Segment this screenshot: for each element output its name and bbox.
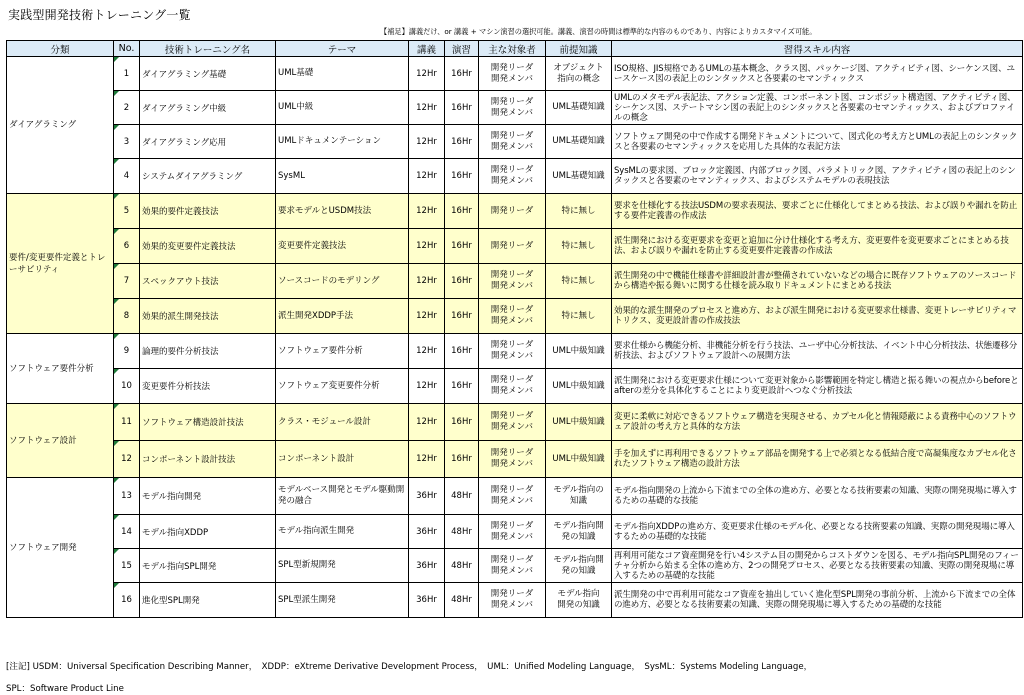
cell-comment-marker-icon bbox=[114, 57, 119, 62]
prerequisite-cell: UML中級知識 bbox=[546, 404, 612, 441]
training-name-cell: ダイアグラミング応用 bbox=[140, 125, 276, 159]
theme-cell: クラス・モジュール設計 bbox=[276, 404, 409, 441]
target-audience-cell: 開発リーダ 開発メンバ bbox=[479, 334, 546, 369]
theme-cell: モデルベース開発とモデル駆動開発の融合 bbox=[276, 478, 409, 515]
prerequisite-cell: 特に無し bbox=[546, 264, 612, 299]
cell-comment-marker-icon bbox=[114, 91, 119, 96]
exercise-hours-cell: 16Hr bbox=[445, 369, 479, 404]
theme-cell: ソースコードのモデリング bbox=[276, 264, 409, 299]
target-audience-cell: 開発リーダ 開発メンバ bbox=[479, 478, 546, 515]
exercise-hours-cell: 16Hr bbox=[445, 194, 479, 229]
exercise-hours-cell: 16Hr bbox=[445, 264, 479, 299]
table-header-row bbox=[7, 41, 1023, 57]
table-row bbox=[7, 441, 1023, 478]
skills-cell: 要求を仕様化する技法USDMの要求表現法、要求ごとに仕様化してまとめる技法、および誤りや漏れを防止する要件定義書の作成法 bbox=[612, 194, 1023, 229]
target-audience-cell: 開発リーダ 開発メンバ bbox=[479, 549, 546, 583]
training-name-cell: システムダイアグラミング bbox=[140, 159, 276, 194]
target-audience-cell: 開発リーダ 開発メンバ bbox=[479, 369, 546, 404]
target-audience-cell: 開発リーダ 開発メンバ bbox=[479, 125, 546, 159]
header-prereq: 前提知識 bbox=[546, 41, 612, 57]
exercise-hours-cell: 16Hr bbox=[445, 57, 479, 91]
cell-comment-marker-icon bbox=[114, 229, 119, 234]
table-row bbox=[7, 264, 1023, 299]
training-name-cell: 効果的派生開発技法 bbox=[140, 299, 276, 334]
target-audience-cell: 開発リーダ 開発メンバ bbox=[479, 299, 546, 334]
cell-comment-marker-icon bbox=[114, 549, 119, 554]
target-audience-cell: 開発リーダ 開発メンバ bbox=[479, 441, 546, 478]
training-table bbox=[6, 40, 1023, 618]
row-number: 3 bbox=[123, 136, 130, 147]
lecture-hours-cell: 12Hr bbox=[409, 299, 445, 334]
theme-cell: SPL型派生開発 bbox=[276, 583, 409, 618]
header-training-name: 技術トレーニング名 bbox=[140, 41, 276, 57]
prerequisite-cell: 特に無し bbox=[546, 194, 612, 229]
lecture-hours-cell: 12Hr bbox=[409, 264, 445, 299]
theme-cell: 要求モデルとUSDM技法 bbox=[276, 194, 409, 229]
no-cell bbox=[114, 478, 140, 515]
target-audience-cell: 開発リーダ 開発メンバ bbox=[479, 57, 546, 91]
lecture-hours-cell: 12Hr bbox=[409, 441, 445, 478]
table-row bbox=[7, 299, 1023, 334]
skills-cell: 要求仕様から機能分析、非機能分析を行う技法、ユーザ中心分析技法、イベント中心分析技法、状態遷移分析技法、およびソフトウェア設計への展開方法 bbox=[612, 334, 1023, 369]
training-name-cell: 効果的変更要件定義技法 bbox=[140, 229, 276, 264]
no-cell bbox=[114, 159, 140, 194]
prerequisite-cell: UML中級知識 bbox=[546, 334, 612, 369]
exercise-hours-cell: 48Hr bbox=[445, 549, 479, 583]
no-cell bbox=[114, 369, 140, 404]
table-row bbox=[7, 369, 1023, 404]
cell-comment-marker-icon bbox=[114, 159, 119, 164]
no-cell bbox=[114, 334, 140, 369]
lecture-hours-cell: 12Hr bbox=[409, 369, 445, 404]
prerequisite-cell: オブジェクト 指向の概念 bbox=[546, 57, 612, 91]
cell-comment-marker-icon bbox=[114, 299, 119, 304]
header-exercise: 演習 bbox=[445, 41, 479, 57]
footnote-spl: SPL：Software Product Line bbox=[6, 684, 124, 694]
skills-cell: SysMLの要求図、ブロック定義図、内部ブロック図、パラメトリック図、アクティビティ図の表記上のシンタックスと各要素のセマンティックス、およびシステムモデルの表現技法 bbox=[612, 159, 1023, 194]
category-cell: ソフトウェア設計 bbox=[7, 404, 114, 478]
target-audience-cell: 開発リーダ bbox=[479, 229, 546, 264]
header-skills: 習得スキル内容 bbox=[612, 41, 1023, 57]
exercise-hours-cell: 16Hr bbox=[445, 91, 479, 125]
cell-comment-marker-icon bbox=[114, 125, 119, 130]
training-name-cell: 効果的要件定義技法 bbox=[140, 194, 276, 229]
theme-cell: SPL型新規開発 bbox=[276, 549, 409, 583]
row-number: 7 bbox=[123, 276, 130, 286]
table-row bbox=[7, 91, 1023, 125]
row-number: 6 bbox=[123, 241, 130, 251]
table-row bbox=[7, 478, 1023, 515]
skills-cell: 再利用可能なコア資産開発を行い4システム目の開発からコストダウンを図る、モデル指向SPL開発のフィーチャ分析から始まる全体の進め方、2つの開発プロセス、必要となる技術要素の知識、実際の開発現場に導入するための基礎的な技能 bbox=[612, 549, 1023, 583]
row-number: 1 bbox=[123, 68, 130, 79]
training-name-cell: ソフトウェア構造設計技法 bbox=[140, 404, 276, 441]
prerequisite-cell: UML中級知識 bbox=[546, 441, 612, 478]
footnote-abbreviations: [注記] USDM：Universal Specification Describing Manner， XDDP：eXtreme Derivative Development Process， UML：Unified Modeling Language， SysML：Systems Modeling Language， bbox=[6, 662, 813, 672]
skills-cell: 派生開発における変更要求を変更と追加に分け仕様化する考え方、変更要件を変更要求ごとにまとめる技法、および誤りや漏れを防止する変更要件定義書の作成法 bbox=[612, 229, 1023, 264]
skills-cell: 変更に柔軟に対応できるソフトウェア構造を実現させる、カプセル化と情報隠蔽による責務中心のソフトウェア設計の考え方と具体的な方法 bbox=[612, 404, 1023, 441]
lecture-hours-cell: 12Hr bbox=[409, 334, 445, 369]
prerequisite-cell: UML基礎知識 bbox=[546, 125, 612, 159]
lecture-hours-cell: 12Hr bbox=[409, 125, 445, 159]
exercise-hours-cell: 16Hr bbox=[445, 229, 479, 264]
category-cell: ソフトウェア要件分析 bbox=[7, 334, 114, 404]
theme-cell: 変更要件定義技法 bbox=[276, 229, 409, 264]
prerequisite-cell: UML基礎知識 bbox=[546, 159, 612, 194]
cell-comment-marker-icon bbox=[114, 441, 119, 446]
no-cell bbox=[114, 549, 140, 583]
theme-cell: コンポーネント設計 bbox=[276, 441, 409, 478]
header-category: 分類 bbox=[7, 41, 114, 57]
row-number: 10 bbox=[121, 381, 132, 391]
category-cell: ソフトウェア開発 bbox=[7, 478, 114, 618]
row-number: 15 bbox=[121, 560, 132, 571]
exercise-hours-cell: 48Hr bbox=[445, 478, 479, 515]
cell-comment-marker-icon bbox=[114, 369, 119, 374]
training-name-cell: スペックアウト技法 bbox=[140, 264, 276, 299]
no-cell bbox=[114, 404, 140, 441]
no-cell bbox=[114, 299, 140, 334]
cell-comment-marker-icon bbox=[114, 478, 119, 483]
skills-cell: モデル指向開発の上流から下流までの全体の進め方、必要となる技術要素の知識、実際の開発現場に導入するための基礎的な技能 bbox=[612, 478, 1023, 515]
category-cell: ダイアグラミング bbox=[7, 57, 114, 194]
training-name-cell: ダイアグラミング中級 bbox=[140, 91, 276, 125]
category-cell: 要件/変更要件定義とトレーサビリティ bbox=[7, 194, 114, 334]
theme-cell: SysML bbox=[276, 159, 409, 194]
target-audience-cell: 開発リーダ 開発メンバ bbox=[479, 583, 546, 618]
theme-cell: UMLドキュメンテーション bbox=[276, 125, 409, 159]
skills-cell: 派生開発における変更要求仕様について変更対象から影響範囲を特定し構造と振る舞いの視点からbeforeとafterの差分を具体化することにより変更設計へつなぐ分析技法 bbox=[612, 369, 1023, 404]
theme-cell: ソフトウェア変更要件分析 bbox=[276, 369, 409, 404]
row-number: 4 bbox=[123, 171, 130, 181]
row-number: 2 bbox=[123, 102, 130, 113]
row-number: 8 bbox=[123, 311, 130, 321]
table-row bbox=[7, 57, 1023, 91]
training-name-cell: ダイアグラミング基礎 bbox=[140, 57, 276, 91]
cell-comment-marker-icon bbox=[114, 264, 119, 269]
theme-cell: ソフトウェア要件分析 bbox=[276, 334, 409, 369]
table-row bbox=[7, 125, 1023, 159]
header-theme: テーマ bbox=[276, 41, 409, 57]
target-audience-cell: 開発リーダ 開発メンバ bbox=[479, 404, 546, 441]
no-cell bbox=[114, 264, 140, 299]
lecture-hours-cell: 12Hr bbox=[409, 229, 445, 264]
training-name-cell: コンポーネント設計技法 bbox=[140, 441, 276, 478]
exercise-hours-cell: 48Hr bbox=[445, 583, 479, 618]
prerequisite-cell: 特に無し bbox=[546, 229, 612, 264]
exercise-hours-cell: 16Hr bbox=[445, 441, 479, 478]
skills-cell: モデル指向XDDPの進め方、変更要求仕様のモデル化、必要となる技術要素の知識、実際の開発現場に導入するための基礎的な技能 bbox=[612, 515, 1023, 549]
no-cell bbox=[114, 441, 140, 478]
row-number: 13 bbox=[121, 491, 132, 501]
target-audience-cell: 開発リーダ 開発メンバ bbox=[479, 91, 546, 125]
theme-cell: UML基礎 bbox=[276, 57, 409, 91]
lecture-hours-cell: 36Hr bbox=[409, 515, 445, 549]
training-name-cell: 進化型SPL開発 bbox=[140, 583, 276, 618]
theme-cell: UML中級 bbox=[276, 91, 409, 125]
no-cell bbox=[114, 57, 140, 91]
row-number: 9 bbox=[123, 346, 130, 356]
training-name-cell: モデル指向XDDP bbox=[140, 515, 276, 549]
no-cell bbox=[114, 583, 140, 618]
table-row bbox=[7, 194, 1023, 229]
header-lecture: 講義 bbox=[409, 41, 445, 57]
skills-cell: 手を加えずに再利用できるソフトウェア部品を開発する上で必須となる低結合度で高凝集度なカプセル化されたソフトウェア構造の設計方法 bbox=[612, 441, 1023, 478]
cell-comment-marker-icon bbox=[114, 404, 119, 409]
row-number: 11 bbox=[121, 417, 132, 427]
exercise-hours-cell: 16Hr bbox=[445, 334, 479, 369]
no-cell bbox=[114, 91, 140, 125]
exercise-hours-cell: 16Hr bbox=[445, 299, 479, 334]
exercise-hours-cell: 16Hr bbox=[445, 125, 479, 159]
cell-comment-marker-icon bbox=[114, 194, 119, 199]
page-title: 実践型開発技術トレーニング一覧 bbox=[8, 8, 191, 22]
prerequisite-cell: モデル指向 開発の知識 bbox=[546, 583, 612, 618]
table-row bbox=[7, 404, 1023, 441]
header-target: 主な対象者 bbox=[479, 41, 546, 57]
skills-cell: 派生開発の中で再利用可能なコア資産を抽出していく進化型SPL開発の事前分析、上流から下流までの全体の進め方、必要となる技術要素の知識、実際の開発現場に導入するための基礎的な技能 bbox=[612, 583, 1023, 618]
supplementary-note: 【補足】講義だけ、or 講義 + マシン演習の選択可能。講義、演習の時間は標準的な内容のものであり、内容によりカスタマイズ可能。 bbox=[380, 27, 817, 36]
no-cell bbox=[114, 229, 140, 264]
skills-cell: ISO規格、JIS規格であるUMLの基本概念、クラス図、パッケージ図、アクティビティ図、シーケンス図、ユースケース図の表記上のシンタックスと各要素のセマンティックス bbox=[612, 57, 1023, 91]
exercise-hours-cell: 16Hr bbox=[445, 159, 479, 194]
theme-cell: 派生開発XDDP手法 bbox=[276, 299, 409, 334]
cell-comment-marker-icon bbox=[114, 583, 119, 588]
table-row bbox=[7, 159, 1023, 194]
target-audience-cell: 開発リーダ bbox=[479, 194, 546, 229]
prerequisite-cell: モデル指向の 知識 bbox=[546, 478, 612, 515]
target-audience-cell: 開発リーダ 開発メンバ bbox=[479, 264, 546, 299]
table-row bbox=[7, 334, 1023, 369]
prerequisite-cell: UML中級知識 bbox=[546, 369, 612, 404]
lecture-hours-cell: 36Hr bbox=[409, 549, 445, 583]
skills-cell: UMLのメタモデル表記法、アクション定義、コンポーネント図、コンポジット構造図、アクティビティ図、シーケンス図、ステートマシン図の表記上のシンタックスと各要素のセマンティックス、およびプロファイルの概念 bbox=[612, 91, 1023, 125]
row-number: 5 bbox=[123, 206, 130, 216]
exercise-hours-cell: 48Hr bbox=[445, 515, 479, 549]
lecture-hours-cell: 36Hr bbox=[409, 478, 445, 515]
row-number: 12 bbox=[121, 454, 132, 464]
no-cell bbox=[114, 194, 140, 229]
cell-comment-marker-icon bbox=[114, 515, 119, 520]
lecture-hours-cell: 12Hr bbox=[409, 159, 445, 194]
exercise-hours-cell: 16Hr bbox=[445, 404, 479, 441]
table-row bbox=[7, 515, 1023, 549]
lecture-hours-cell: 12Hr bbox=[409, 194, 445, 229]
lecture-hours-cell: 36Hr bbox=[409, 583, 445, 618]
skills-cell: ソフトウェア開発の中で作成する開発ドキュメントについて、図式化の考え方とUMLの表記上のシンタックスと各要素のセマンティックスを応用した具体的な表記方法 bbox=[612, 125, 1023, 159]
no-cell bbox=[114, 125, 140, 159]
prerequisite-cell: モデル指向開 発の知識 bbox=[546, 515, 612, 549]
row-number: 16 bbox=[121, 595, 132, 605]
target-audience-cell: 開発リーダ 開発メンバ bbox=[479, 515, 546, 549]
skills-cell: 派生開発の中で機能仕様書や詳細設計書が整備されていないなどの場合に既存ソフトウェアのソースコードから構造や振る舞いに関する仕様を読み取りドキュメントにまとめる技法 bbox=[612, 264, 1023, 299]
prerequisite-cell: モデル指向開 発の知識 bbox=[546, 549, 612, 583]
target-audience-cell: 開発リーダ 開発メンバ bbox=[479, 159, 546, 194]
training-name-cell: モデル指向SPL開発 bbox=[140, 549, 276, 583]
training-name-cell: 変更要件分析技法 bbox=[140, 369, 276, 404]
table-row bbox=[7, 583, 1023, 618]
skills-cell: 効果的な派生開発のプロセスと進め方、および派生開発における変更要求仕様書、変更トレーサビリティマトリクス、変更設計書の作成技法 bbox=[612, 299, 1023, 334]
table-row bbox=[7, 549, 1023, 583]
prerequisite-cell: 特に無し bbox=[546, 299, 612, 334]
lecture-hours-cell: 12Hr bbox=[409, 404, 445, 441]
lecture-hours-cell: 12Hr bbox=[409, 91, 445, 125]
row-number: 14 bbox=[121, 526, 132, 537]
lecture-hours-cell: 12Hr bbox=[409, 57, 445, 91]
training-name-cell: 論理的要件分析技法 bbox=[140, 334, 276, 369]
prerequisite-cell: UML基礎知識 bbox=[546, 91, 612, 125]
header-no: No. bbox=[114, 41, 140, 57]
cell-comment-marker-icon bbox=[114, 334, 119, 339]
training-name-cell: モデル指向開発 bbox=[140, 478, 276, 515]
theme-cell: モデル指向派生開発 bbox=[276, 515, 409, 549]
table-row bbox=[7, 229, 1023, 264]
no-cell bbox=[114, 515, 140, 549]
